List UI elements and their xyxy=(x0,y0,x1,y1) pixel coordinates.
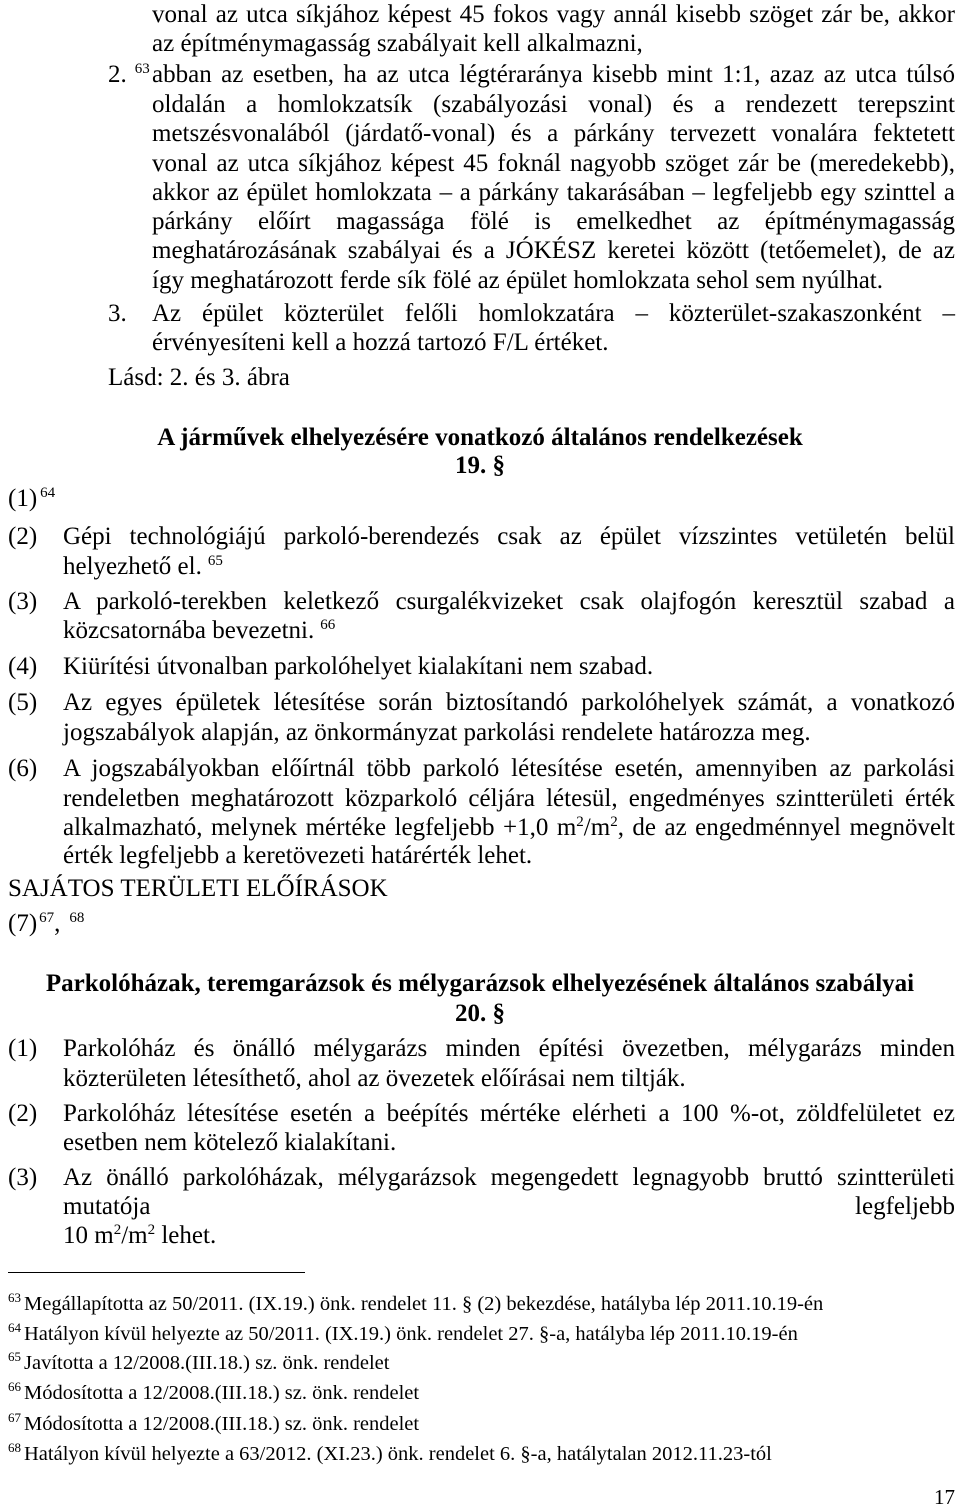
exponent: 2 xyxy=(610,814,618,830)
paragraph-number: (4) xyxy=(8,653,38,680)
item-line: metszésvonalából (járdatő-vonal) és a párkány tervezett vonalára fektetett xyxy=(152,120,955,147)
paragraph-line: Az egyes épületek létesítése során biztosítandó parkolóhelyek számát, a vonatkozó xyxy=(63,689,955,716)
paragraph-text: alkalmazható, melynek mértéke legfeljebb +1,0 m xyxy=(63,814,577,841)
paragraph-number: (3) xyxy=(8,1164,38,1191)
exponent: 2 xyxy=(147,1222,156,1238)
page-number: 17 xyxy=(934,1485,955,1509)
paragraph-line: Kiürítési útvonalban parkolóhelyet kialakítani nem szabad. xyxy=(63,653,654,680)
paragraph-text: , de az engedménnyel megnövelt xyxy=(617,814,955,841)
footnote-text: Módosította a 12/2008.(III.18.) sz. önk. rendelet xyxy=(24,1382,420,1404)
footnote-reference: 65 xyxy=(207,553,223,569)
paragraph-line: Parkolóház létesítése esetén a beépítés mértéke elérheti a 100 %-ot, zöldfelületet ez xyxy=(63,1100,955,1127)
paragraph-line xyxy=(63,813,955,843)
paragraph-number: (3) xyxy=(8,588,38,615)
item-line: Az épület közterület felőli homlokzatára – közterület-szakaszonként – xyxy=(152,300,955,327)
paragraph-number-label: (7) xyxy=(8,910,38,937)
footnote xyxy=(8,1348,389,1378)
footnote-text: Hatályon kívül helyezte az 50/2011. (IX.19.) önk. rendelet 27. §-a, hatályba lép 2011.10.19-én xyxy=(24,1323,798,1345)
paragraph-line: mutatója legfeljebb xyxy=(63,1193,955,1220)
paragraph-line xyxy=(63,1221,955,1251)
exponent: 2 xyxy=(113,1222,122,1238)
item-line: érvényesíteni kell a hozzá tartozó F/L értéket. xyxy=(152,329,609,356)
footnote-text: Módosította a 12/2008.(III.18.) sz. önk. rendelet xyxy=(24,1413,420,1435)
paragraph-number: (6) xyxy=(8,755,38,782)
special-provisions-heading: SAJÁTOS TERÜLETI ELŐÍRÁSOK xyxy=(8,875,388,902)
paragraph-line xyxy=(63,616,955,646)
footnote xyxy=(8,1409,419,1439)
paragraph-line: Gépi technológiájú parkoló-berendezés csak az épület vízszintes vetületén belül xyxy=(63,523,955,550)
footnote xyxy=(8,1319,798,1349)
footnote-reference: 66 xyxy=(320,617,336,633)
footnote xyxy=(8,1289,823,1319)
separator: , xyxy=(54,910,61,937)
exponent: 2 xyxy=(576,814,584,830)
paragraph-line: rendeletben meghatározott közparkoló céljára létesül, engedményes szintterületi érték xyxy=(63,785,955,812)
item-line: vonal az utca síkjához képest 45 foknál nagyobb szöget zár be (meredekebb), xyxy=(152,150,955,177)
paragraph-number-label: (1) xyxy=(8,485,38,512)
footnote-text: Javította a 12/2008.(III.18.) sz. önk. rendelet xyxy=(24,1352,390,1374)
paragraph-number: (2) xyxy=(8,1100,38,1127)
footnote-number: 64 xyxy=(8,1320,21,1335)
item-number xyxy=(108,60,150,90)
footnote-reference: 63 xyxy=(134,61,150,77)
item-number: 3. xyxy=(108,300,127,327)
item-line: meghatározásának szabályai és a JÓKÉSZ keretei között (tetőemelet), de az xyxy=(152,237,955,264)
footnote-number: 68 xyxy=(8,1440,21,1455)
paragraph-line: közterületen létesíthető, ahol az övezetek előírásai nem tiltják. xyxy=(63,1065,686,1092)
paragraph-text: közcsatornába bevezetni. xyxy=(63,617,315,644)
paragraph-number: (5) xyxy=(8,689,38,716)
footnote-number: 67 xyxy=(8,1410,21,1425)
paragraph-number xyxy=(8,484,55,514)
section-number: 19. § xyxy=(455,452,505,479)
paragraph-number: (2) xyxy=(8,523,38,550)
paragraph-text: 10 m xyxy=(63,1222,114,1249)
paragraph-number: (1) xyxy=(8,1035,38,1062)
paragraph-text: /m xyxy=(121,1222,148,1249)
paragraph-line: A parkoló-terekben keletkező csurgalékvizeket csak olajfogón keresztül szabad a xyxy=(63,588,955,615)
footnote xyxy=(8,1439,772,1469)
paragraph-number xyxy=(8,909,84,939)
paragraph-line: A jogszabályokban előírtnál több parkoló létesítése esetén, amennyiben az parkolási xyxy=(63,755,955,782)
item-line: akkor az épület homlokzata – a párkány takarásában – legfeljebb egy szinttel a xyxy=(152,179,955,206)
paragraph-line: Az önálló parkolóházak, mélygarázsok megengedett legnagyobb bruttó szintterületi xyxy=(63,1164,955,1191)
figure-reference: Lásd: 2. és 3. ábra xyxy=(108,364,290,391)
paragraph-line: Parkolóház és önálló mélygarázs minden építési övezetben, mélygarázs minden xyxy=(63,1035,955,1062)
item-line: párkány előírt magassága fölé is emelkedhet az építménymagasság xyxy=(152,208,955,235)
footnote-text: Hatályon kívül helyezte a 63/2012. (XI.23.) önk. rendelet 6. §-a, hatálytalan 2012.11.23-tól xyxy=(24,1443,772,1465)
footnote-number: 63 xyxy=(8,1290,21,1305)
section-title: A járművek elhelyezésére vonatkozó általános rendelkezések xyxy=(157,424,803,451)
item-line: így meghatározott ferde sík fölé az épület homlokzata sehol sem nyúlhat. xyxy=(152,267,884,294)
footnote-number: 66 xyxy=(8,1379,21,1394)
paragraph-line: érték legfeljebb a keretövezeti határérték lehet. xyxy=(63,842,533,869)
paragraph-text: lehet. xyxy=(155,1222,217,1249)
footnote-reference: 64 xyxy=(40,485,56,501)
item-line: abban az esetben, ha az utca légtéraránya kisebb mint 1:1, azaz az utca túlsó xyxy=(152,61,955,88)
continuation-line: az építménymagasság szabályait kell alkalmazni, xyxy=(152,30,643,57)
footnote-reference: 67 xyxy=(39,910,55,926)
item-number-label: 2. xyxy=(108,61,127,88)
footnote-reference: 68 xyxy=(69,910,85,926)
section-title: Parkolóházak, teremgarázsok és mélygarázsok elhelyezésének általános szabályai xyxy=(45,970,915,997)
footnote-number: 65 xyxy=(8,1349,21,1364)
paragraph-line: esetben nem kötelező kialakítani. xyxy=(63,1129,397,1156)
paragraph-text: /m xyxy=(583,814,611,841)
item-line: oldalán a homlokzatsík (szabályozási vonal) és a rendezett terepszint xyxy=(152,91,955,118)
continuation-line: vonal az utca síkjához képest 45 fokos vagy annál kisebb szöget zár be, akkor xyxy=(152,1,955,28)
footnote xyxy=(8,1378,419,1408)
paragraph-line xyxy=(63,552,955,582)
section-number: 20. § xyxy=(455,1000,505,1027)
paragraph-text: helyezhető el. xyxy=(63,553,202,580)
footnote-separator xyxy=(8,1272,305,1273)
paragraph-line: jogszabályok alapján, az önkormányzat parkolási rendelete határozza meg. xyxy=(63,719,811,746)
footnote-text: Megállapította az 50/2011. (IX.19.) önk. rendelet 11. § (2) bekezdése, hatályba lép 2011.10.19-én xyxy=(24,1293,824,1315)
